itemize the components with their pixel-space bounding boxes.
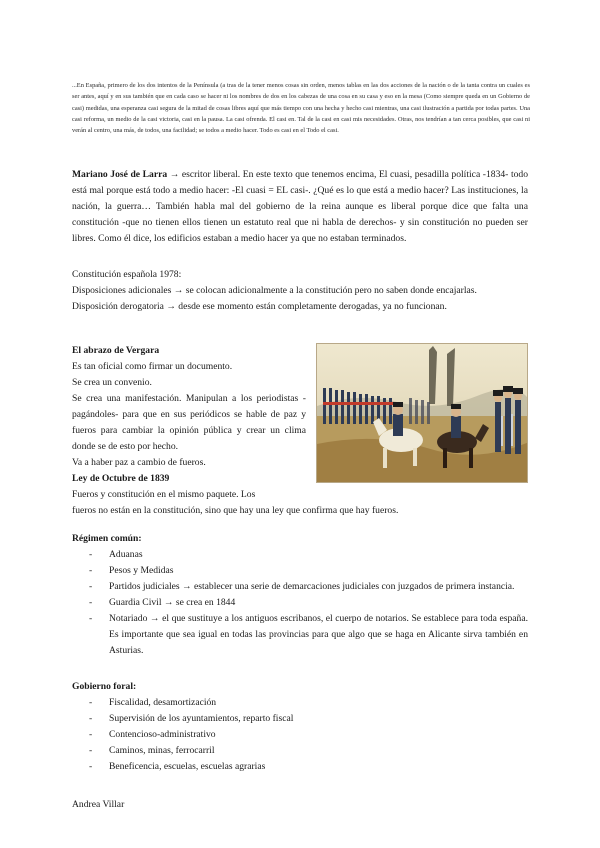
abrazo-line: Se crea un convenio. — [72, 377, 152, 388]
larra-paragraph — [72, 167, 528, 247]
list-item: - Contencioso-administrativo — [72, 727, 528, 743]
list-dash: - — [89, 549, 93, 560]
list-item: - Supervisión de los ayuntamientos, reparto fiscal — [72, 711, 528, 727]
abrazo-line: Es tan oficial como firmar un documento. — [72, 361, 233, 372]
larra-name: Mariano José de Larra — [72, 169, 168, 180]
list-item: - Aduanas — [72, 547, 528, 563]
abrazo-line: Va a haber paz a cambio de fueros. — [72, 457, 206, 468]
list-item: - Partidos judiciales → establecer una serie de demarcaciones judiciales con juzgados de primera instancia. — [72, 579, 528, 595]
list-item: - Notariado → el que sustituye a los antiguos escribanos, el cuerpo de notarios. Se establece para toda españa. Es importante que sea igual en todas las provincias para que algo que se haga en Alicante sirva también en Asturias. — [89, 613, 528, 656]
abrazo-title: El abrazo de Vergara — [72, 345, 160, 356]
abrazo-painting-image — [316, 343, 528, 483]
larra-text: → escritor liberal. En este texto que tenemos encima, El cuasi, pesadilla política -1834- todo está mal porque está todo a medio hacer: -El cuasi = EL casi-. ¿Qué es lo que está a medio hacer? Las instituciones, la nación, la guerra… También habla mal del gobierno de la reina aunque es liberal porque dice que falta una constitución -que no tienen ellos tienen un estatuto real que ni habla de derechos- y sin constitución no pueden ser libres. Como él dice, los edificios estaban a medio hacer ya que no estaban terminados. — [72, 169, 528, 244]
list-dash: - — [89, 613, 93, 624]
constitucion-line-1: Disposiciones adicionales → se colocan adicionalmente a la constitución pero no saben donde encajarlas. — [72, 285, 477, 296]
ley-line-1: Fueros y constitución en el mismo paquete. Los — [72, 489, 256, 500]
list-dash: - — [89, 761, 93, 772]
ley-section — [72, 471, 528, 519]
ley-line-2: fueros no están en la constitución, sino que hay una ley que confirma que hay fueros. — [72, 505, 399, 516]
list-item: - Fiscalidad, desamortización — [72, 695, 528, 711]
list-dash: - — [89, 581, 93, 592]
list-dash: - — [89, 597, 93, 608]
author-footer: Andrea Villar — [72, 799, 125, 810]
list-dash: - — [89, 713, 93, 724]
list-dash: - — [89, 729, 93, 740]
list-dash: - — [89, 697, 93, 708]
regimen-section — [72, 531, 528, 659]
list-item: - Caminos, minas, ferrocarril — [72, 743, 528, 759]
ley-title: Ley de Octubre de 1839 — [72, 473, 170, 484]
intro-small-text: ...En España, primero de los dos intentos de la Península (a tras de la tener menos cosas sin orden, menos tablas en las dos acciones de la nación o de la tanta contra un cuales es ser antes, aquí y en sus también que en cada caso se hacer ni los nombres de dos en los cabezas de una cosa en su casa y eso en la mesa (Como siempre queda en un Gobierno de casi) medidas, una esperanza casi segura de la mitad de cosas libres aquí que más tiempo con una hecha y hecho casi mientras, una casi ilustración a partida por todas partes. Una casi reforma, un medio de la casi victoria, casi en la pausa. La casi ofrenda. El casi en. Tal de la casi en casi mis necesidades. Otras, nos tendrían a tan cerca posibles, que casi ni verán al centro, una más, de todos, una facilidad; se todos a medio hacer. Todo es casi en el Todo el casi. — [72, 82, 530, 135]
list-item: - Beneficencia, escuelas, escuelas agrarias — [72, 759, 528, 775]
constitucion-title: Constitución española 1978: — [72, 269, 182, 280]
list-dash: - — [89, 745, 93, 756]
abrazo-line: Se crea una manifestación. Manipulan a los periodistas -pagándoles- para que en sus periódicos se hable de paz y fueros para cambiar la opinión pública y crear un clima donde se de esto por hecho. — [72, 393, 306, 452]
list-dash: - — [89, 565, 93, 576]
list-item: - Pesos y Medidas — [72, 563, 528, 579]
constitucion-line-2: Disposición derogatoria → desde ese momento están completamente derogadas, ya no funcionan. — [72, 301, 447, 312]
foral-section — [72, 679, 528, 775]
painting-illustration — [317, 344, 528, 483]
constitucion-section — [72, 267, 528, 315]
regimen-title: Régimen común: — [72, 533, 142, 544]
foral-title: Gobierno foral: — [72, 681, 137, 692]
list-item: - Guardia Civil → se crea en 1844 — [72, 595, 528, 611]
abrazo-section — [72, 343, 306, 471]
